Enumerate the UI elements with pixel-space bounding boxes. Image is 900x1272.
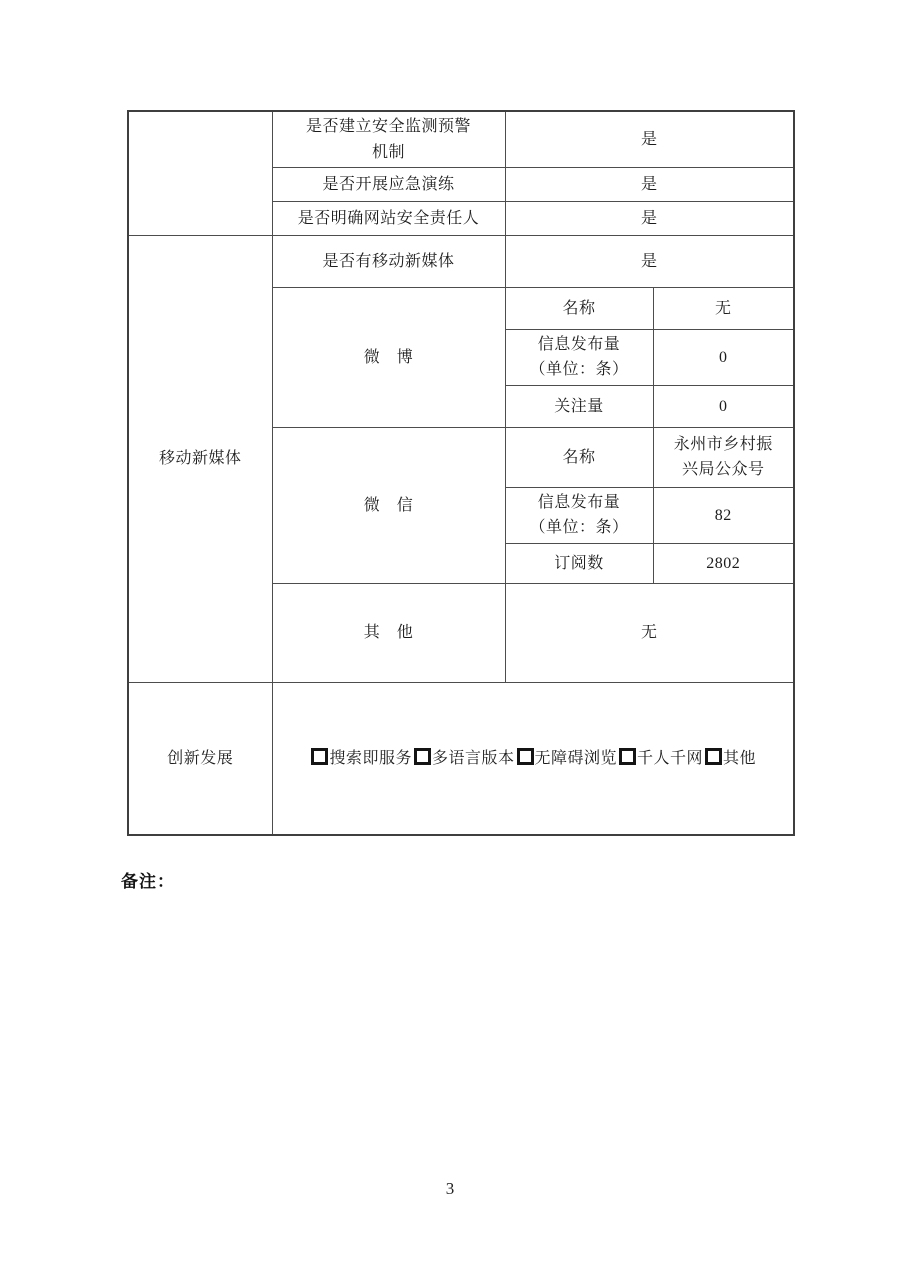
value-emergency-drill: 是 [505,168,794,202]
value-wechat-name-text: 永州市乡村振兴局公众号 [673,435,773,478]
label-weibo: 微 博 [272,288,505,428]
value-wechat-name [653,428,794,488]
checkbox-icon [619,748,636,765]
value-weibo-name: 无 [653,288,794,330]
label-weibo-posts [505,330,653,386]
page-number: 3 [445,1179,455,1198]
label-wechat-posts-line2: （单位：条） [529,518,629,536]
label-security-responsible: 是否明确网站安全责任人 [272,202,505,236]
value-weibo-posts: 0 [653,330,794,386]
section-label-innovation: 创新发展 [128,683,272,835]
section-label-mobile-media: 移动新媒体 [128,236,272,683]
label-has-mobile-media: 是否有移动新媒体 [272,236,505,288]
annual-report-table [127,110,795,836]
value-security-responsible: 是 [505,202,794,236]
remarks-label: 备注： [121,872,175,891]
innovation-options [309,750,756,767]
innovation-option-label: 其他 [723,749,757,767]
label-wechat-subscribers: 订阅数 [505,544,653,584]
value-weibo-followers: 0 [653,386,794,428]
label-security-monitor-text: 是否建立安全监测预警机制 [305,118,471,161]
value-wechat-subscribers: 2802 [653,544,794,584]
label-wechat-posts-line1: 信息发布量 [537,493,621,511]
label-other-media: 其 他 [272,584,505,683]
value-other-media: 无 [505,584,794,683]
label-weibo-posts-line1: 信息发布量 [537,335,621,353]
innovation-option-label: 千人千网 [637,749,704,767]
section-cell-empty [128,111,272,236]
label-weibo-followers: 关注量 [505,386,653,428]
checkbox-icon [705,748,722,765]
label-weibo-posts-line2: （单位：条） [529,360,629,378]
label-emergency-drill: 是否开展应急演练 [272,168,505,202]
checkbox-icon [311,748,328,765]
value-security-monitor: 是 [505,111,794,168]
label-security-monitor [272,111,505,168]
innovation-option-label: 无障碍浏览 [534,749,618,767]
label-wechat-posts [505,488,653,544]
checkbox-icon [414,748,431,765]
innovation-options-cell [272,683,794,835]
label-wechat-name: 名称 [505,428,653,488]
value-wechat-posts: 82 [653,488,794,544]
label-wechat: 微 信 [272,428,505,584]
value-has-mobile-media: 是 [505,236,794,288]
innovation-option-label: 多语言版本 [431,749,515,767]
label-weibo-name: 名称 [505,288,653,330]
innovation-option-label: 搜索即服务 [329,749,412,767]
checkbox-icon [517,748,534,765]
